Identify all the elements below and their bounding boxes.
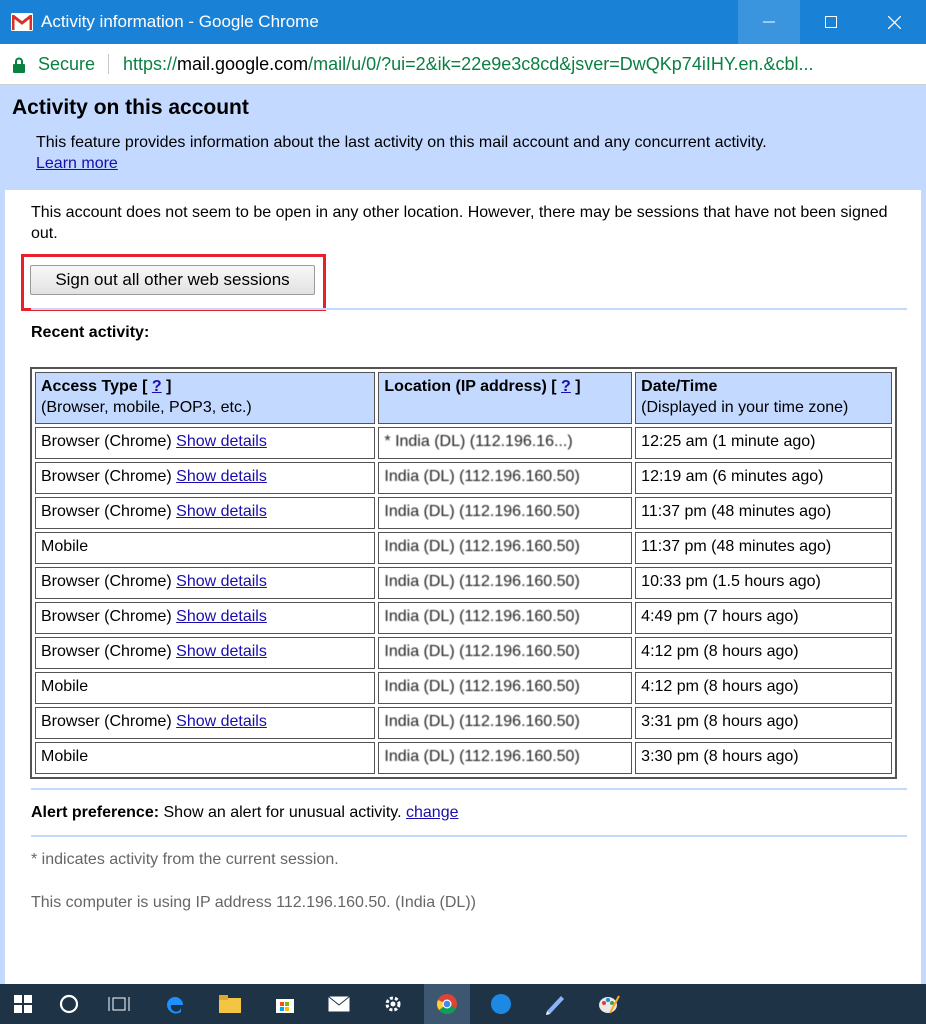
datetime-label: Date/Time bbox=[641, 378, 718, 395]
paint-taskbar-button[interactable] bbox=[586, 984, 632, 1024]
url-path: /mail/u/0/?ui=2&ik=22e9e3c8cd&jsver=DwQKp74iIHY.en.&cbl... bbox=[308, 54, 814, 74]
secure-label[interactable]: Secure bbox=[38, 54, 96, 74]
location-bracket: ] bbox=[575, 378, 581, 395]
datetime-cell bbox=[635, 672, 892, 704]
settings-icon bbox=[383, 994, 403, 1014]
show-details-link[interactable]: Show details bbox=[176, 643, 267, 660]
task-view-icon bbox=[108, 995, 130, 1013]
access-type-cell bbox=[35, 532, 375, 564]
table-row bbox=[35, 742, 892, 774]
access-type-cell bbox=[35, 497, 375, 529]
activity-table bbox=[30, 367, 897, 779]
access-type-text: Mobile bbox=[41, 678, 89, 695]
access-type-cell bbox=[35, 742, 375, 774]
location-cell bbox=[378, 602, 632, 634]
windows-start-icon bbox=[14, 995, 32, 1013]
page-header bbox=[5, 85, 921, 190]
divider bbox=[31, 308, 907, 310]
datetime-cell bbox=[635, 427, 892, 459]
access-type-label: Access Type [ bbox=[41, 378, 148, 395]
datetime-text: 3:30 pm (8 hours ago) bbox=[641, 748, 799, 765]
location-cell bbox=[378, 707, 632, 739]
access-type-text: Browser (Chrome) bbox=[41, 643, 172, 660]
datetime-cell bbox=[635, 707, 892, 739]
url-host: mail.google.com bbox=[177, 54, 309, 74]
table-row bbox=[35, 707, 892, 739]
access-type-subtitle: (Browser, mobile, POP3, etc.) bbox=[41, 399, 252, 416]
notepad-taskbar-button[interactable] bbox=[532, 984, 578, 1024]
main-content bbox=[5, 190, 921, 985]
location-cell bbox=[378, 742, 632, 774]
show-details-link[interactable]: Show details bbox=[176, 608, 267, 625]
cortana-button[interactable] bbox=[46, 984, 92, 1024]
access-type-cell bbox=[35, 567, 375, 599]
access-type-text: Mobile bbox=[41, 748, 89, 765]
location-text: India (DL) (112.196.160.50) bbox=[384, 643, 580, 660]
location-cell bbox=[378, 567, 632, 599]
alert-preference-text: Show an alert for unusual activity. bbox=[163, 804, 402, 821]
table-row bbox=[35, 602, 892, 634]
alert-preference bbox=[31, 802, 459, 823]
show-details-link[interactable]: Show details bbox=[176, 503, 267, 520]
location-header bbox=[378, 372, 632, 424]
safari-compass-icon bbox=[490, 993, 512, 1015]
table-row bbox=[35, 497, 892, 529]
lock-icon bbox=[12, 57, 26, 73]
datetime-cell bbox=[635, 742, 892, 774]
address-bar[interactable] bbox=[0, 44, 926, 85]
datetime-text: 3:31 pm (8 hours ago) bbox=[641, 713, 799, 730]
location-text: India (DL) (112.196.160.50) bbox=[384, 503, 580, 520]
sign-out-other-sessions-button[interactable]: Sign out all other web sessions bbox=[30, 265, 315, 295]
access-type-cell bbox=[35, 637, 375, 669]
chrome-taskbar-button[interactable] bbox=[424, 984, 470, 1024]
access-type-cell bbox=[35, 707, 375, 739]
table-row bbox=[35, 567, 892, 599]
access-type-cell bbox=[35, 602, 375, 634]
datetime-text: 11:37 pm (48 minutes ago) bbox=[641, 503, 832, 520]
alert-preference-label: Alert preference: bbox=[31, 804, 160, 821]
location-text: * India (DL) (112.196.16...) bbox=[384, 433, 573, 450]
datetime-text: 4:12 pm (8 hours ago) bbox=[641, 678, 799, 695]
show-details-link[interactable]: Show details bbox=[176, 468, 267, 485]
datetime-text: 4:12 pm (8 hours ago) bbox=[641, 643, 799, 660]
location-text: India (DL) (112.196.160.50) bbox=[384, 468, 580, 485]
notepad-icon bbox=[544, 993, 566, 1015]
datetime-text: 4:49 pm (7 hours ago) bbox=[641, 608, 799, 625]
access-type-cell bbox=[35, 462, 375, 494]
store-icon bbox=[275, 994, 295, 1014]
datetime-text: 10:33 pm (1.5 hours ago) bbox=[641, 573, 821, 590]
access-type-header bbox=[35, 372, 375, 424]
access-type-bracket: ] bbox=[166, 378, 172, 395]
show-details-link[interactable]: Show details bbox=[176, 573, 267, 590]
access-type-help-link[interactable]: ? bbox=[151, 378, 162, 395]
divider bbox=[31, 788, 907, 790]
access-type-cell bbox=[35, 672, 375, 704]
minimize-button[interactable] bbox=[738, 0, 800, 44]
file-explorer-taskbar-button[interactable] bbox=[207, 984, 253, 1024]
table-row bbox=[35, 532, 892, 564]
datetime-cell bbox=[635, 602, 892, 634]
table-row bbox=[35, 672, 892, 704]
url-scheme: https:// bbox=[123, 54, 178, 74]
datetime-cell bbox=[635, 462, 892, 494]
divider bbox=[31, 835, 907, 837]
table-row bbox=[35, 462, 892, 494]
access-type-cell bbox=[35, 427, 375, 459]
task-view-button[interactable] bbox=[96, 984, 142, 1024]
location-cell bbox=[378, 427, 632, 459]
mail-taskbar-button[interactable] bbox=[316, 984, 362, 1024]
settings-taskbar-button[interactable] bbox=[370, 984, 416, 1024]
datetime-cell bbox=[635, 637, 892, 669]
page-title: Activity on this account bbox=[12, 96, 249, 119]
minimize-icon bbox=[763, 16, 775, 28]
address-separator bbox=[108, 54, 109, 74]
access-type-text: Browser (Chrome) bbox=[41, 713, 172, 730]
description-text: This feature provides information about the last activity on this mail account and any concurrent activity. bbox=[36, 134, 767, 151]
cortana-icon bbox=[59, 994, 79, 1014]
location-label: Location (IP address) [ bbox=[384, 378, 557, 395]
location-cell bbox=[378, 672, 632, 704]
datetime-text: 11:37 pm (48 minutes ago) bbox=[641, 538, 832, 555]
datetime-cell bbox=[635, 497, 892, 529]
edge-taskbar-button[interactable] bbox=[152, 984, 198, 1024]
close-button[interactable] bbox=[862, 0, 926, 44]
location-text: India (DL) (112.196.160.50) bbox=[384, 748, 580, 765]
maximize-icon bbox=[825, 16, 837, 28]
access-type-text: Browser (Chrome) bbox=[41, 433, 172, 450]
paint-icon bbox=[598, 993, 620, 1015]
table-row bbox=[35, 427, 892, 459]
location-cell bbox=[378, 637, 632, 669]
location-cell bbox=[378, 532, 632, 564]
location-text: India (DL) (112.196.160.50) bbox=[384, 713, 580, 730]
location-text: India (DL) (112.196.160.50) bbox=[384, 608, 580, 625]
access-type-text: Mobile bbox=[41, 538, 89, 555]
datetime-text: 12:25 am (1 minute ago) bbox=[641, 433, 816, 450]
location-text: India (DL) (112.196.160.50) bbox=[384, 538, 580, 555]
datetime-header bbox=[635, 372, 892, 424]
access-type-text: Browser (Chrome) bbox=[41, 468, 172, 485]
file-explorer-icon bbox=[219, 995, 241, 1013]
access-type-text: Browser (Chrome) bbox=[41, 503, 172, 520]
chrome-icon bbox=[436, 993, 458, 1015]
access-type-text: Browser (Chrome) bbox=[41, 608, 172, 625]
start-button[interactable] bbox=[0, 984, 46, 1024]
window-title: Activity information - Google Chrome bbox=[41, 12, 319, 31]
datetime-text: 12:19 am (6 minutes ago) bbox=[641, 468, 824, 485]
page-description bbox=[36, 132, 896, 174]
close-icon bbox=[888, 16, 901, 29]
location-help-link[interactable]: ? bbox=[561, 378, 571, 395]
maximize-button[interactable] bbox=[800, 0, 862, 44]
taskbar bbox=[0, 984, 926, 1024]
location-text: India (DL) (112.196.160.50) bbox=[384, 678, 580, 695]
learn-more-link[interactable]: Learn more bbox=[36, 155, 118, 172]
window-titlebar[interactable] bbox=[0, 0, 926, 44]
location-cell bbox=[378, 497, 632, 529]
current-session-note: * indicates activity from the current session. bbox=[31, 851, 339, 868]
show-details-link[interactable]: Show details bbox=[176, 433, 267, 450]
edge-icon bbox=[164, 993, 186, 1015]
show-details-link[interactable]: Show details bbox=[176, 713, 267, 730]
table-row bbox=[35, 637, 892, 669]
datetime-cell bbox=[635, 567, 892, 599]
store-taskbar-button[interactable] bbox=[262, 984, 308, 1024]
datetime-cell bbox=[635, 532, 892, 564]
access-type-text: Browser (Chrome) bbox=[41, 573, 172, 590]
safari-taskbar-button[interactable] bbox=[478, 984, 524, 1024]
location-text: India (DL) (112.196.160.50) bbox=[384, 573, 580, 590]
change-alert-link[interactable]: change bbox=[406, 804, 459, 821]
session-notice: This account does not seem to be open in any other location. However, there may be sessions that have not been signed out. bbox=[31, 204, 888, 242]
url-text[interactable] bbox=[123, 53, 913, 75]
recent-activity-label: Recent activity: bbox=[31, 324, 150, 341]
table-header-row bbox=[35, 372, 892, 424]
mail-icon bbox=[328, 996, 350, 1012]
gmail-icon bbox=[11, 13, 33, 31]
ip-address-note: This computer is using IP address 112.196.160.50. (India (DL)) bbox=[31, 894, 476, 911]
datetime-subtitle: (Displayed in your time zone) bbox=[641, 399, 849, 416]
location-cell bbox=[378, 462, 632, 494]
